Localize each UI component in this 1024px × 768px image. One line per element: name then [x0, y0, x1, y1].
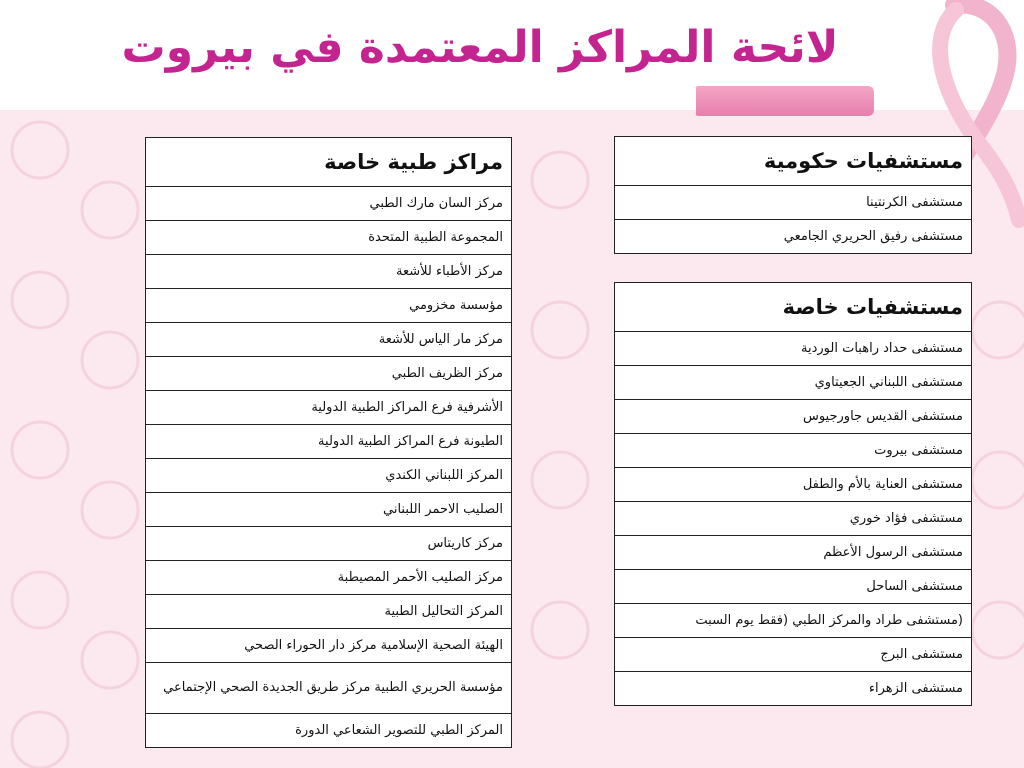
table-row: (مستشفى طراد والمركز الطبي (فقط يوم السبت — [615, 604, 972, 638]
table-row: مستشفى رفيق الحريري الجامعي — [615, 220, 972, 254]
table-row: المجموعة الطبية المتحدة — [146, 221, 512, 255]
table-row: الهيئة الصحية الإسلامية مركز دار الحوراء الصحي — [146, 629, 512, 663]
table-row: مؤسسة الحريري الطبية مركز طريق الجديدة الصحي الإجتماعي — [146, 663, 512, 714]
table-header: مستشفيات خاصة — [615, 283, 972, 332]
private-medical-centers-table — [145, 137, 512, 748]
table-row: الطيونة فرع المراكز الطبية الدولية — [146, 425, 512, 459]
table-row: مستشفى الزهراء — [615, 672, 972, 706]
table-row: مستشفى العناية بالأم والطفل — [615, 468, 972, 502]
table-row: مركز الصليب الأحمر المصيطبة — [146, 561, 512, 595]
table-row: مستشفى البرج — [615, 638, 972, 672]
table-header: مراكز طبية خاصة — [146, 138, 512, 187]
table-row: المركز الطبي للتصوير الشعاعي الدورة — [146, 714, 512, 748]
table-row: الأشرفية فرع المراكز الطبية الدولية — [146, 391, 512, 425]
table-row: مركز الأطباء للأشعة — [146, 255, 512, 289]
table-row: مؤسسة مخزومي — [146, 289, 512, 323]
table-row: مركز الظريف الطبي — [146, 357, 512, 391]
table-row: مستشفى اللبناني الجعيتاوي — [615, 366, 972, 400]
private-hospitals-table — [614, 282, 972, 706]
table-row: مستشفى القديس جاورجيوس — [615, 400, 972, 434]
table-row: مستشفى الكرنتينا — [615, 186, 972, 220]
table-row: مستشفى بيروت — [615, 434, 972, 468]
table-row: مستشفى الرسول الأعظم — [615, 536, 972, 570]
government-hospitals-table — [614, 136, 972, 254]
table-header: مستشفيات حكومية — [615, 137, 972, 186]
decorative-ribbon-bar — [696, 86, 874, 116]
table-row: مستشفى حداد راهبات الوردية — [615, 332, 972, 366]
table-row: مركز السان مارك الطبي — [146, 187, 512, 221]
table-row: مركز مار الياس للأشعة — [146, 323, 512, 357]
table-row: المركز اللبناني الكندي — [146, 459, 512, 493]
table-row: المركز التحاليل الطبية — [146, 595, 512, 629]
table-row: الصليب الاحمر اللبناني — [146, 493, 512, 527]
page-title: لائحة المراكز المعتمدة في بيروت — [121, 22, 839, 73]
table-row: مستشفى الساحل — [615, 570, 972, 604]
table-row: مستشفى فؤاد خوري — [615, 502, 972, 536]
table-row: مركز كاريتاس — [146, 527, 512, 561]
